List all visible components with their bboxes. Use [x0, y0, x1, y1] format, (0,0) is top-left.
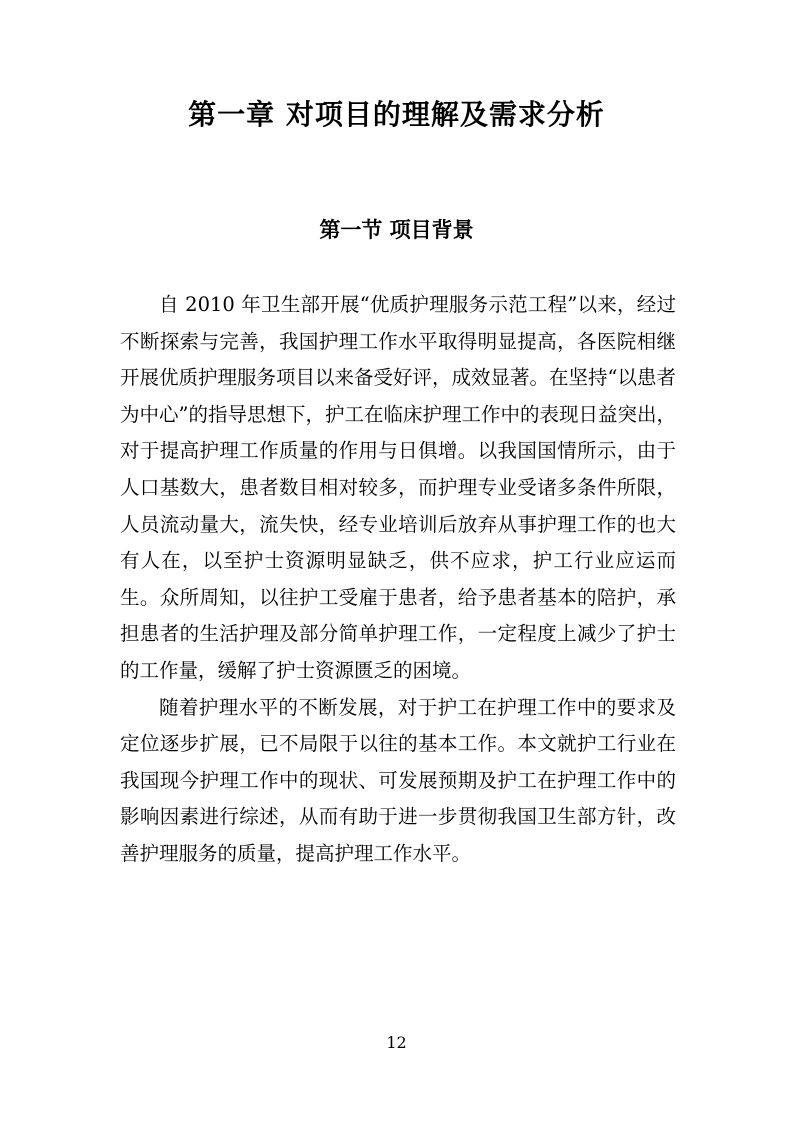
paragraph-2: 随着护理水平的不断发展，对于护工在护理工作中的要求及定位逐步扩展，已不局限于以往的基本工作。本文就护工行业在我国现今护理工作中的现状、可发展预期及护工在护理工作中的影响因素进行综述，从而有助于进一步贯彻我国卫生部方针，改善护理服务的质量，提高护理工作水平。 [120, 695, 676, 865]
section-title: 第一节 项目背景 [319, 217, 474, 242]
body-text [120, 287, 676, 873]
chapter-title: 第一章 对项目的理解及需求分析 [188, 98, 605, 131]
paragraph-1: 自 2010 年卫生部开展“优质护理服务示范工程”以来，经过不断探索与完善，我国护理工作水平取得明显提高，各医院相继开展优质护理服务项目以来备受好评，成效显著。在坚持“以患者为中心”的指导思想下，护工在临床护理工作中的表现日益突出，对于提高护理工作质量的作用与日俱增。以我国国情所示，由于人口基数大，患者数目相对较多，而护理专业受诸多条件所限，人员流动量大，流失快，经专业培训后放弃从事护理工作的也大有人在，以至护士资源明显缺乏，供不应求，护工行业应运而生。众所周知，以往护工受雇于患者，给予患者基本的陪护，承担患者的生活护理及部分简单护理工作，一定程度上减少了护士的工作量，缓解了护士资源匮乏的困境。 [120, 293, 676, 682]
page-number: 12 [386, 1033, 407, 1052]
